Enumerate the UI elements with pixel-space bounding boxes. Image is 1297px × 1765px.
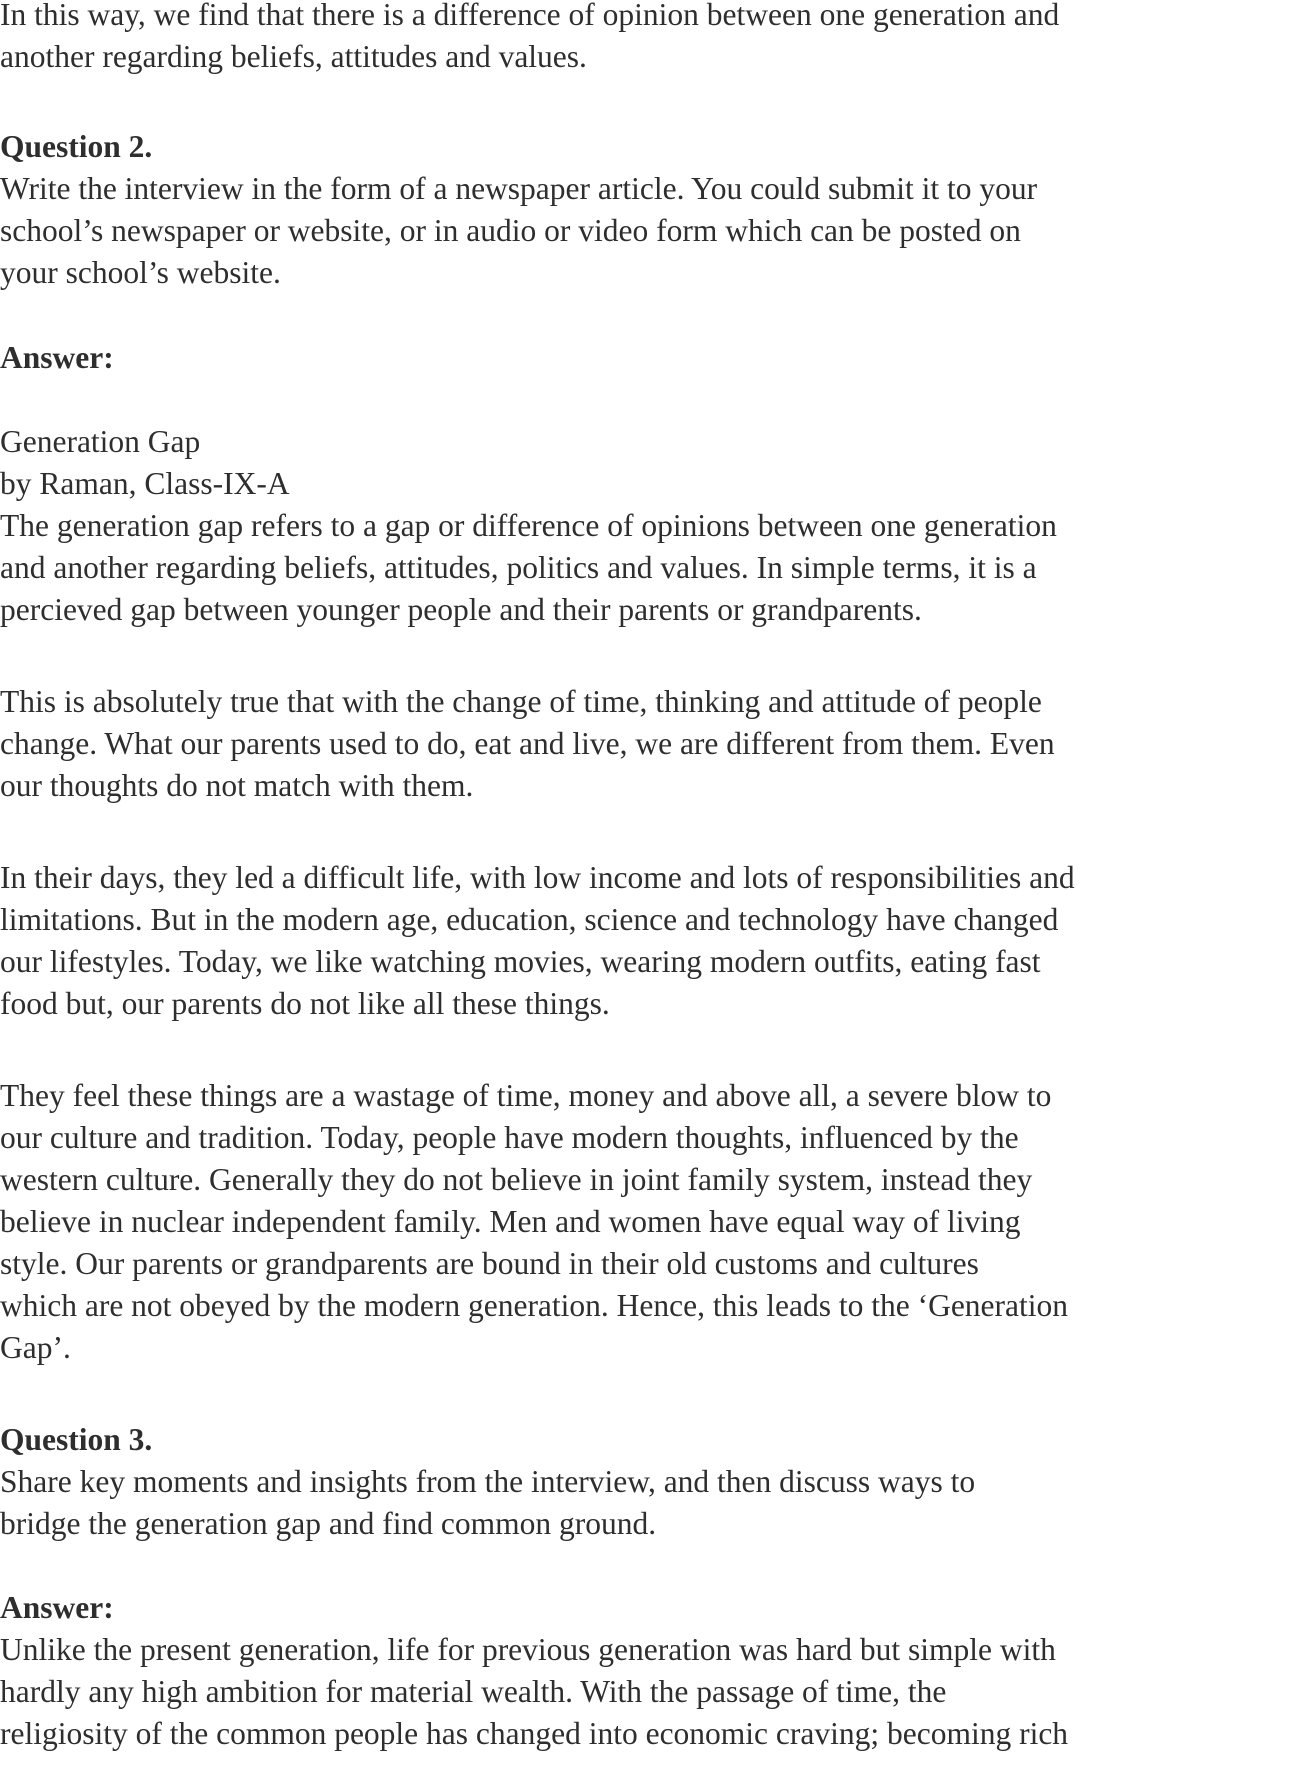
text-line: Gap’. (0, 1330, 71, 1366)
text-line: and another regarding beliefs, attitudes, politics and values. In simple terms, it is a (0, 549, 1037, 585)
text-line: They feel these things are a wastage of time, money and above all, a severe blow to (0, 1077, 1052, 1113)
question-heading: Question 2. (0, 128, 153, 164)
text-line: school’s newspaper or website, or in audio or video form which can be posted on (0, 212, 1021, 248)
text-line: western culture. Generally they do not believe in joint family system, instead they (0, 1161, 1033, 1197)
article-paragraph (0, 681, 1297, 807)
article-paragraph (0, 857, 1297, 1025)
text-line: In this way, we find that there is a difference of opinion between one generation and (0, 0, 1060, 32)
intro-paragraph (0, 0, 1297, 78)
answer-heading: Answer: (0, 1589, 114, 1625)
text-line: bridge the generation gap and find common ground. (0, 1506, 657, 1542)
article-title: Generation Gap (0, 423, 201, 459)
text-line: believe in nuclear independent family. Men and women have equal way of living (0, 1203, 1021, 1239)
text-line: our lifestyles. Today, we like watching movies, wearing modern outfits, eating fast (0, 943, 1041, 979)
text-line: style. Our parents or grandparents are bound in their old customs and cultures (0, 1245, 979, 1281)
question-2 (0, 126, 1297, 294)
text-line: In their days, they led a difficult life, with low income and lots of responsibilities and (0, 859, 1075, 895)
text-line: food but, our parents do not like all these things. (0, 985, 610, 1021)
text-line: another regarding beliefs, attitudes and values. (0, 38, 587, 74)
text-line: change. What our parents used to do, eat and live, we are different from them. Even (0, 726, 1055, 762)
text-line: our culture and tradition. Today, people have modern thoughts, influenced by the (0, 1119, 1019, 1155)
article-intro (0, 421, 1297, 631)
text-line: Write the interview in the form of a newspaper article. You could submit it to your (0, 170, 1038, 206)
text-line: our thoughts do not match with them. (0, 768, 474, 804)
article-paragraph (0, 1075, 1297, 1370)
text-line: hardly any high ambition for material wealth. With the passage of time, the (0, 1673, 947, 1709)
text-line: This is absolutely true that with the change of time, thinking and attitude of people (0, 684, 1042, 719)
answer-heading: Answer: (0, 339, 114, 375)
text-line: religiosity of the common people has changed into economic craving; becoming rich (0, 1715, 1069, 1751)
question-3 (0, 1419, 1297, 1545)
answer-2-heading-block (0, 337, 1297, 379)
text-line: limitations. But in the modern age, education, science and technology have changed (0, 901, 1059, 937)
text-line: percieved gap between younger people and their parents or grandparents. (0, 591, 922, 627)
text-line: which are not obeyed by the modern generation. Hence, this leads to the ‘Generation (0, 1288, 1069, 1324)
text-line: Share key moments and insights from the interview, and then discuss ways to (0, 1464, 976, 1500)
text-line: your school’s website. (0, 254, 281, 290)
text-line: The generation gap refers to a gap or difference of opinions between one generation (0, 507, 1057, 543)
answer-3 (0, 1587, 1297, 1755)
question-heading: Question 3. (0, 1422, 153, 1457)
article-byline: by Raman, Class-IX-A (0, 465, 290, 501)
text-line: Unlike the present generation, life for previous generation was hard but simple with (0, 1631, 1056, 1667)
